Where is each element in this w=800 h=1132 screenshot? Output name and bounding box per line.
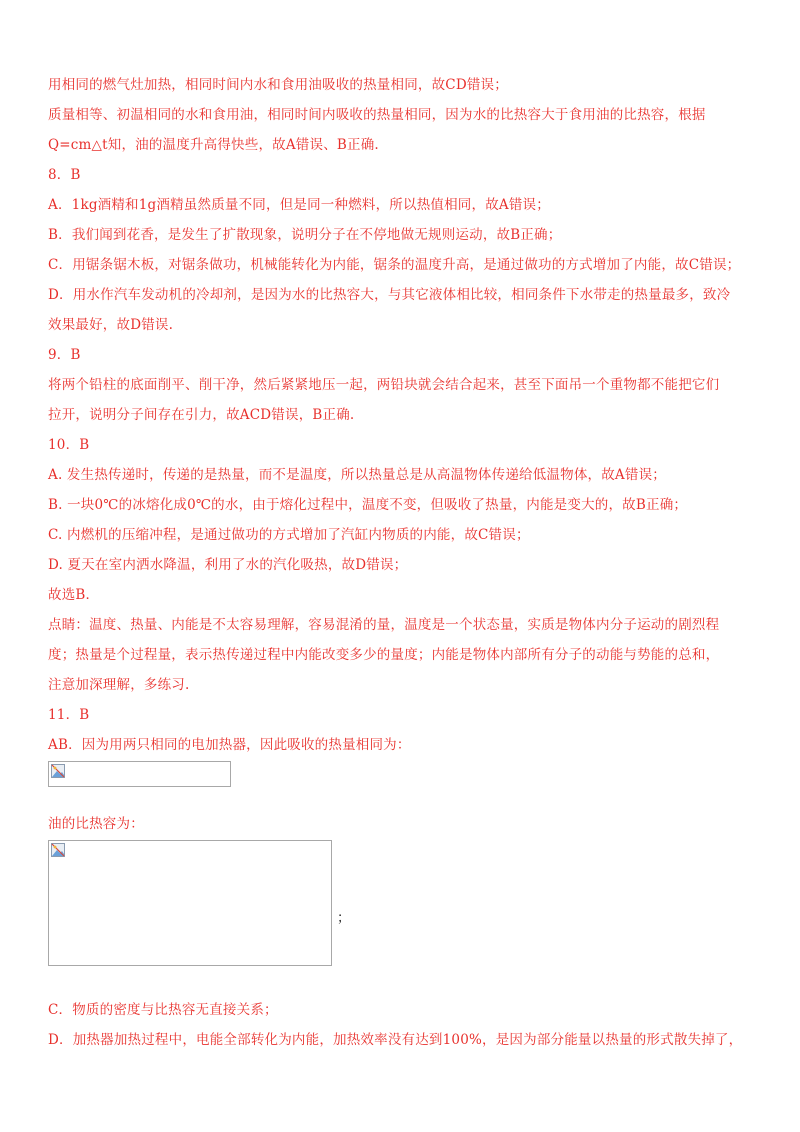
text-line: D. 夏天在室内洒水降温，利用了水的汽化吸热，故D错误；	[48, 557, 408, 573]
semicolon-mark: ；	[337, 910, 351, 926]
broken-image-placeholder	[48, 761, 231, 787]
broken-image-icon	[51, 764, 65, 778]
answer-heading: 11．B	[48, 707, 90, 723]
broken-image-icon	[51, 843, 65, 857]
text-line: A．1kg酒精和1g酒精虽然质量不同，但是同一种燃料，所以热值相同，故A错误；	[48, 197, 550, 213]
text-line: C. 内燃机的压缩冲程，是通过做功的方式增加了汽缸内物质的内能，故C错误；	[48, 527, 530, 543]
text-line: C．物质的密度与比热容无直接关系；	[48, 1002, 278, 1018]
text-line: AB．因为用两只相同的电加热器，因此吸收的热量相同为：	[48, 737, 411, 753]
text-line: D．用水作汽车发动机的冷却剂，是因为水的比热容大，与其它液体相比较，相同条件下水带走的热量最多，致冷	[48, 287, 731, 303]
text-line: 故选B．	[48, 587, 100, 603]
text-line: C．用锯条锯木板，对锯条做功，机械能转化为内能，锯条的温度升高，是通过做功的方式增加了内能，故C错误；	[48, 257, 741, 273]
broken-image-placeholder	[48, 840, 332, 966]
answer-heading: 8．B	[48, 167, 81, 183]
text-line: D．加热器加热过程中，电能全部转化为内能，加热效率没有达到100%，是因为部分能量以热量的形式散失掉了，	[48, 1032, 743, 1048]
text-line: 度；热量是个过程量，表示热传递过程中内能改变多少的量度；内能是物体内部所有分子的动能与势能的总和，	[48, 647, 720, 663]
answer-heading: 9．B	[48, 347, 81, 363]
text-line: 注意加深理解，多练习.	[48, 677, 190, 693]
text-line: 效果最好，故D错误.	[48, 317, 174, 333]
text-line: Q=cm△t知，油的温度升高得快些，故A错误、B正确.	[48, 137, 379, 153]
answer-heading: 10．B	[48, 437, 90, 453]
text-line: 质量相等、初温相同的水和食用油，相同时间内吸收的热量相同，因为水的比热容大于食用油的比热容，根据	[48, 107, 706, 123]
text-line: 拉开，说明分子间存在引力，故ACD错误，B正确.	[48, 407, 355, 423]
text-line: 油的比热容为：	[48, 816, 144, 832]
text-line: 点睛：温度、热量、内能是不太容易理解，容易混淆的量，温度是一个状态量，实质是物体内分子运动的剧烈程	[48, 617, 720, 633]
text-line: 将两个铅柱的底面削平、削干净，然后紧紧地压一起，两铅块就会结合起来，甚至下面吊一个重物都不能把它们	[48, 377, 720, 393]
text-line: B．我们闻到花香，是发生了扩散现象，说明分子在不停地做无规则运动，故B正确；	[48, 227, 562, 243]
text-line: 用相同的燃气灶加热，相同时间内水和食用油吸收的热量相同，故CD错误；	[48, 77, 508, 93]
text-line: A. 发生热传递时，传递的是热量，而不是温度，所以热量总是从高温物体传递给低温物体，故A错误；	[48, 467, 666, 483]
text-line: B. 一块0℃的冰熔化成0℃的水，由于熔化过程中，温度不变，但吸收了热量，内能是变大的，故B正确；	[48, 497, 688, 513]
